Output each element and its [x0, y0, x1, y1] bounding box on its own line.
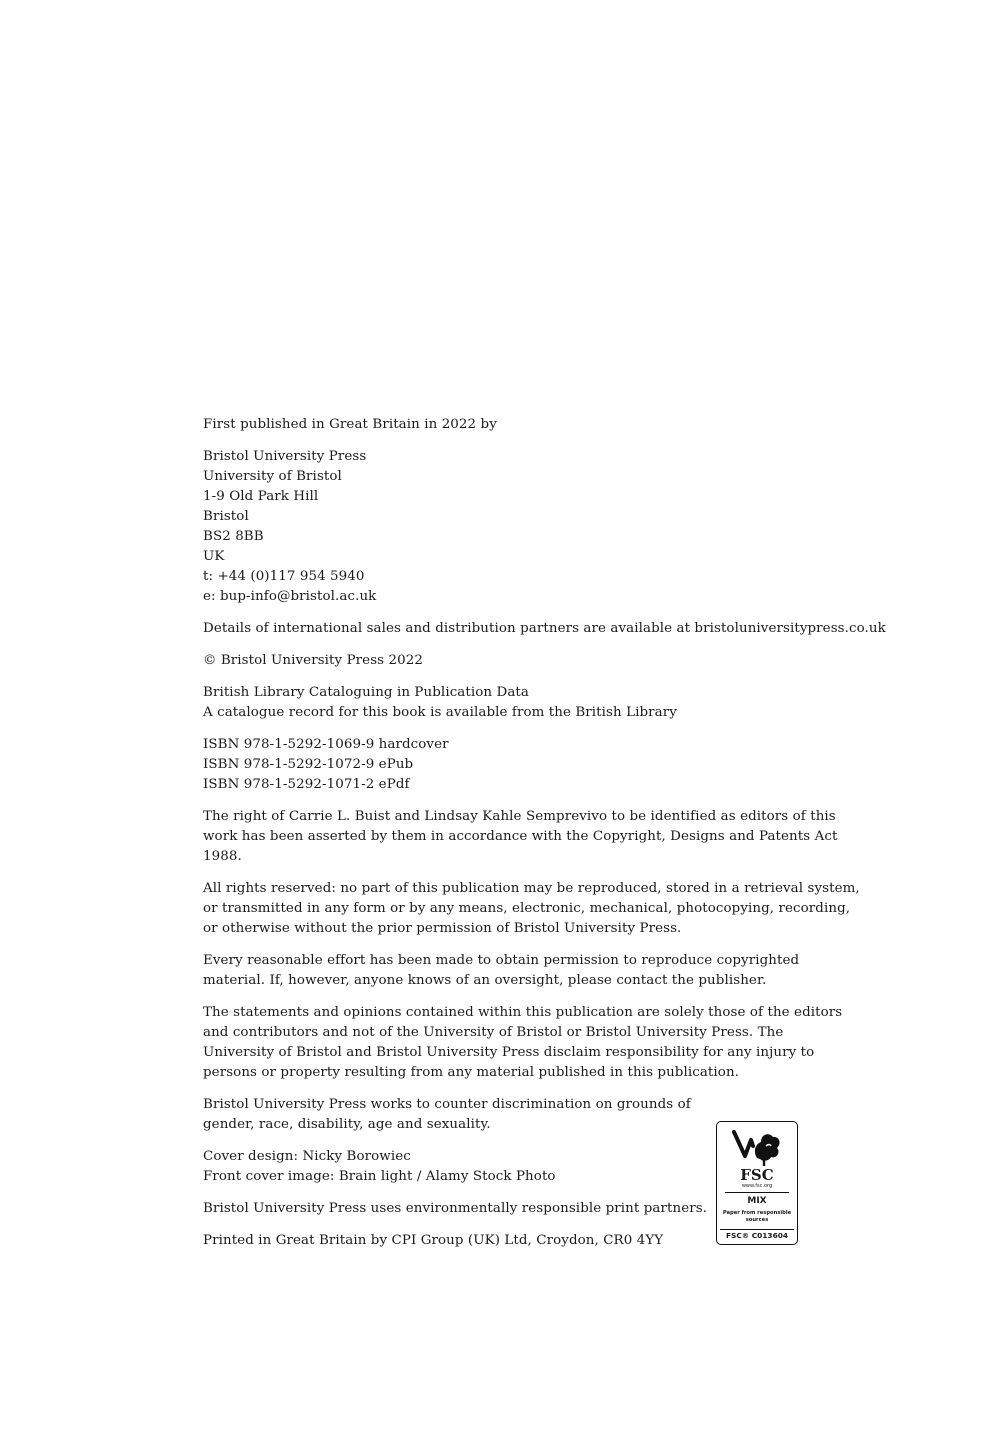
- cataloguing-data: British Library Cataloguing in Publication Data A catalogue record for this book is available from the British Library: [203, 685, 677, 720]
- editors-rights-paragraph: The right of Carrie L. Buist and Lindsay Kahle Semprevivo to be identified as editors of this work has been asserted by them in accordance with the Copyright, Designs and Patents Act 1988.: [203, 809, 838, 864]
- environment-note: Bristol University Press uses environmentally responsible print partners.: [203, 1201, 708, 1216]
- copyright-notice: © Bristol University Press 2022: [203, 653, 423, 668]
- fsc-mix-label: MIX: [747, 1196, 767, 1206]
- permission-paragraph: Every reasonable effort has been made to obtain permission to reproduce copyrighted material. If, however, anyone knows of an oversight, please contact the publisher.: [203, 953, 800, 988]
- fsc-url: www.fsc.org: [741, 1183, 773, 1189]
- distribution-note: Details of international sales and distribution partners are available at bristoluniversitypress.co.uk: [203, 621, 886, 636]
- isbn-epub: ISBN 978-1-5292-1072-9 ePub: [203, 757, 414, 772]
- address-line: BS2 8BB: [203, 529, 264, 544]
- address-line: University of Bristol: [203, 469, 342, 484]
- first-published-line: First published in Great Britain in 2022 by: [203, 417, 497, 432]
- cover-credits: [203, 1147, 556, 1187]
- address-line: 1-9 Old Park Hill: [203, 489, 319, 504]
- equality-paragraph: Bristol University Press works to counter discrimination on grounds of gender, race, disability, age and sexuality.: [203, 1097, 691, 1132]
- publisher-address: [203, 447, 376, 607]
- cover-design-credit: Cover design: Nicky Borowiec: [203, 1149, 411, 1164]
- fsc-logo: [716, 1121, 798, 1245]
- printer-note: Printed in Great Britain by CPI Group (UK) Ltd, Croydon, CR0 4YY: [203, 1233, 664, 1248]
- phone-line: t: +44 (0)117 954 5940: [203, 569, 365, 584]
- rights-reserved-paragraph: All rights reserved: no part of this publication may be reproduced, stored in a retrieval system, or transmitted in any form or by any means, electronic, mechanical, photocopying, recording, or otherwise without the prior permission of Bristol University Press.: [203, 881, 860, 936]
- isbn-list: [203, 735, 449, 795]
- cover-image-credit: Front cover image: Brain light / Alamy Stock Photo: [203, 1169, 556, 1184]
- address-line: UK: [203, 549, 225, 564]
- disclaimer-paragraph: The statements and opinions contained within this publication are solely those of the editors and contributors and not of the University of Bristol or Bristol University Press. The University of Bristol and Bristol University Press disclaim responsibility for any injury to persons or property resulting from any material published in this publication.: [203, 1005, 843, 1080]
- fsc-wordmark: FSC: [740, 1166, 774, 1184]
- address-line: Bristol University Press: [203, 449, 367, 464]
- isbn-epdf: ISBN 978-1-5292-1071-2 ePdf: [203, 777, 410, 792]
- address-line: Bristol: [203, 509, 249, 524]
- email-line: e: bup-info@bristol.ac.uk: [203, 589, 377, 604]
- fsc-divider: [725, 1192, 789, 1193]
- fsc-license-code: FSC® C013604: [720, 1229, 794, 1241]
- fsc-tree-check-icon: [731, 1128, 783, 1168]
- fsc-description: Paper from responsible sources: [722, 1210, 792, 1223]
- isbn-hardcover: ISBN 978-1-5292-1069-9 hardcover: [203, 737, 449, 752]
